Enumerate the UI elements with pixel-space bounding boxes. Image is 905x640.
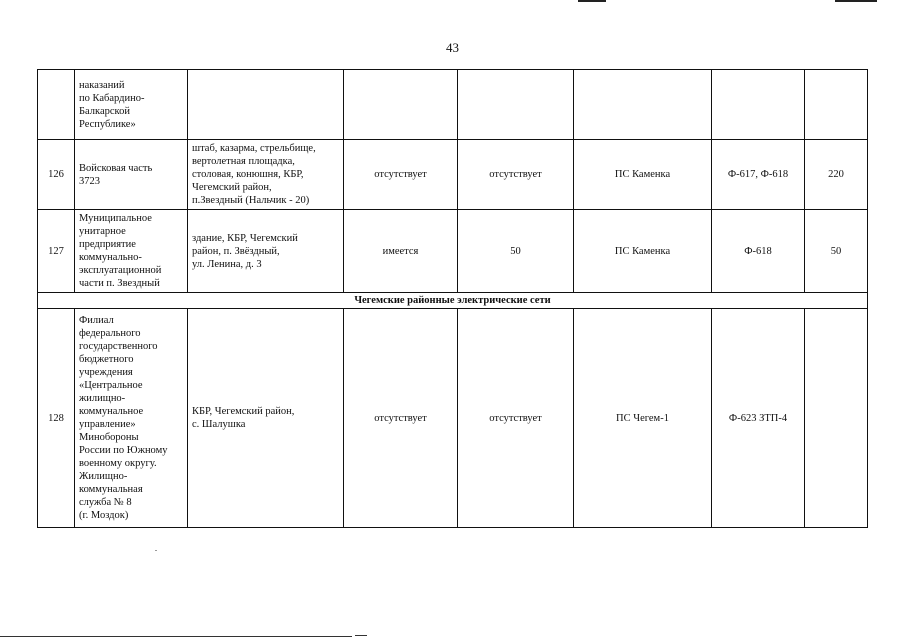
cell-feeder [712, 70, 805, 140]
cell-feeder: Ф-617, Ф-618 [712, 140, 805, 210]
organization-name: Войсковая часть 3723 [75, 140, 188, 210]
cell-col5: отсутствует [458, 140, 574, 210]
cell-col8: 220 [805, 140, 868, 210]
organization-name: наказаний по Кабардино- Балкарской Республике» [75, 70, 188, 140]
organization-name: Муниципальное унитарное предприятие коммунально- эксплуатационной части п. Звездный [75, 210, 188, 293]
table-row [38, 309, 868, 528]
cell-col5 [458, 70, 574, 140]
row-number: 126 [38, 140, 75, 210]
page-number: 43 [446, 40, 459, 55]
scan-speck [155, 550, 157, 551]
top-edge-mark-right [835, 0, 877, 2]
section-row [38, 293, 868, 309]
object-address [188, 70, 344, 140]
cell-col5: отсутствует [458, 309, 574, 528]
bottom-scan-line [0, 636, 352, 637]
cell-feeder: Ф-623 ЗТП-4 [712, 309, 805, 528]
table-row [38, 140, 868, 210]
cell-col4 [344, 70, 458, 140]
cell-substation: ПС Каменка [574, 140, 712, 210]
top-edge-mark-left [578, 0, 606, 2]
cell-col4: отсутствует [344, 140, 458, 210]
row-number: 127 [38, 210, 75, 293]
bottom-scan-line-short [355, 635, 367, 636]
cell-col4: имеется [344, 210, 458, 293]
organization-name: Филиал федерального государственного бюджетного учреждения «Центральное жилищно- коммунальное управление» Минобороны России по Южному военному округу. Жилищно- коммунальная служба № 8 (г. Моздок) [75, 309, 188, 528]
cell-substation: ПС Чегем-1 [574, 309, 712, 528]
object-address: штаб, казарма, стрельбище, вертолетная площадка, столовая, конюшня, КБР, Чегемский район, п.Звездный (Нальчик - 20) [188, 140, 344, 210]
cell-col8 [805, 309, 868, 528]
object-address: КБР, Чегемский район, с. Шалушка [188, 309, 344, 528]
cell-feeder: Ф-618 [712, 210, 805, 293]
cell-col4: отсутствует [344, 309, 458, 528]
row-number: 128 [38, 309, 75, 528]
cell-col8 [805, 70, 868, 140]
cell-substation [574, 70, 712, 140]
table-row [38, 210, 868, 293]
cell-col5: 50 [458, 210, 574, 293]
table-row [38, 70, 868, 140]
object-address: здание, КБР, Чегемский район, п. Звёздный, ул. Ленина, д. 3 [188, 210, 344, 293]
cell-substation: ПС Каменка [574, 210, 712, 293]
data-table [37, 69, 868, 528]
cell-col8: 50 [805, 210, 868, 293]
row-number [38, 70, 75, 140]
section-heading: Чегемские районные электрические сети [38, 293, 868, 309]
